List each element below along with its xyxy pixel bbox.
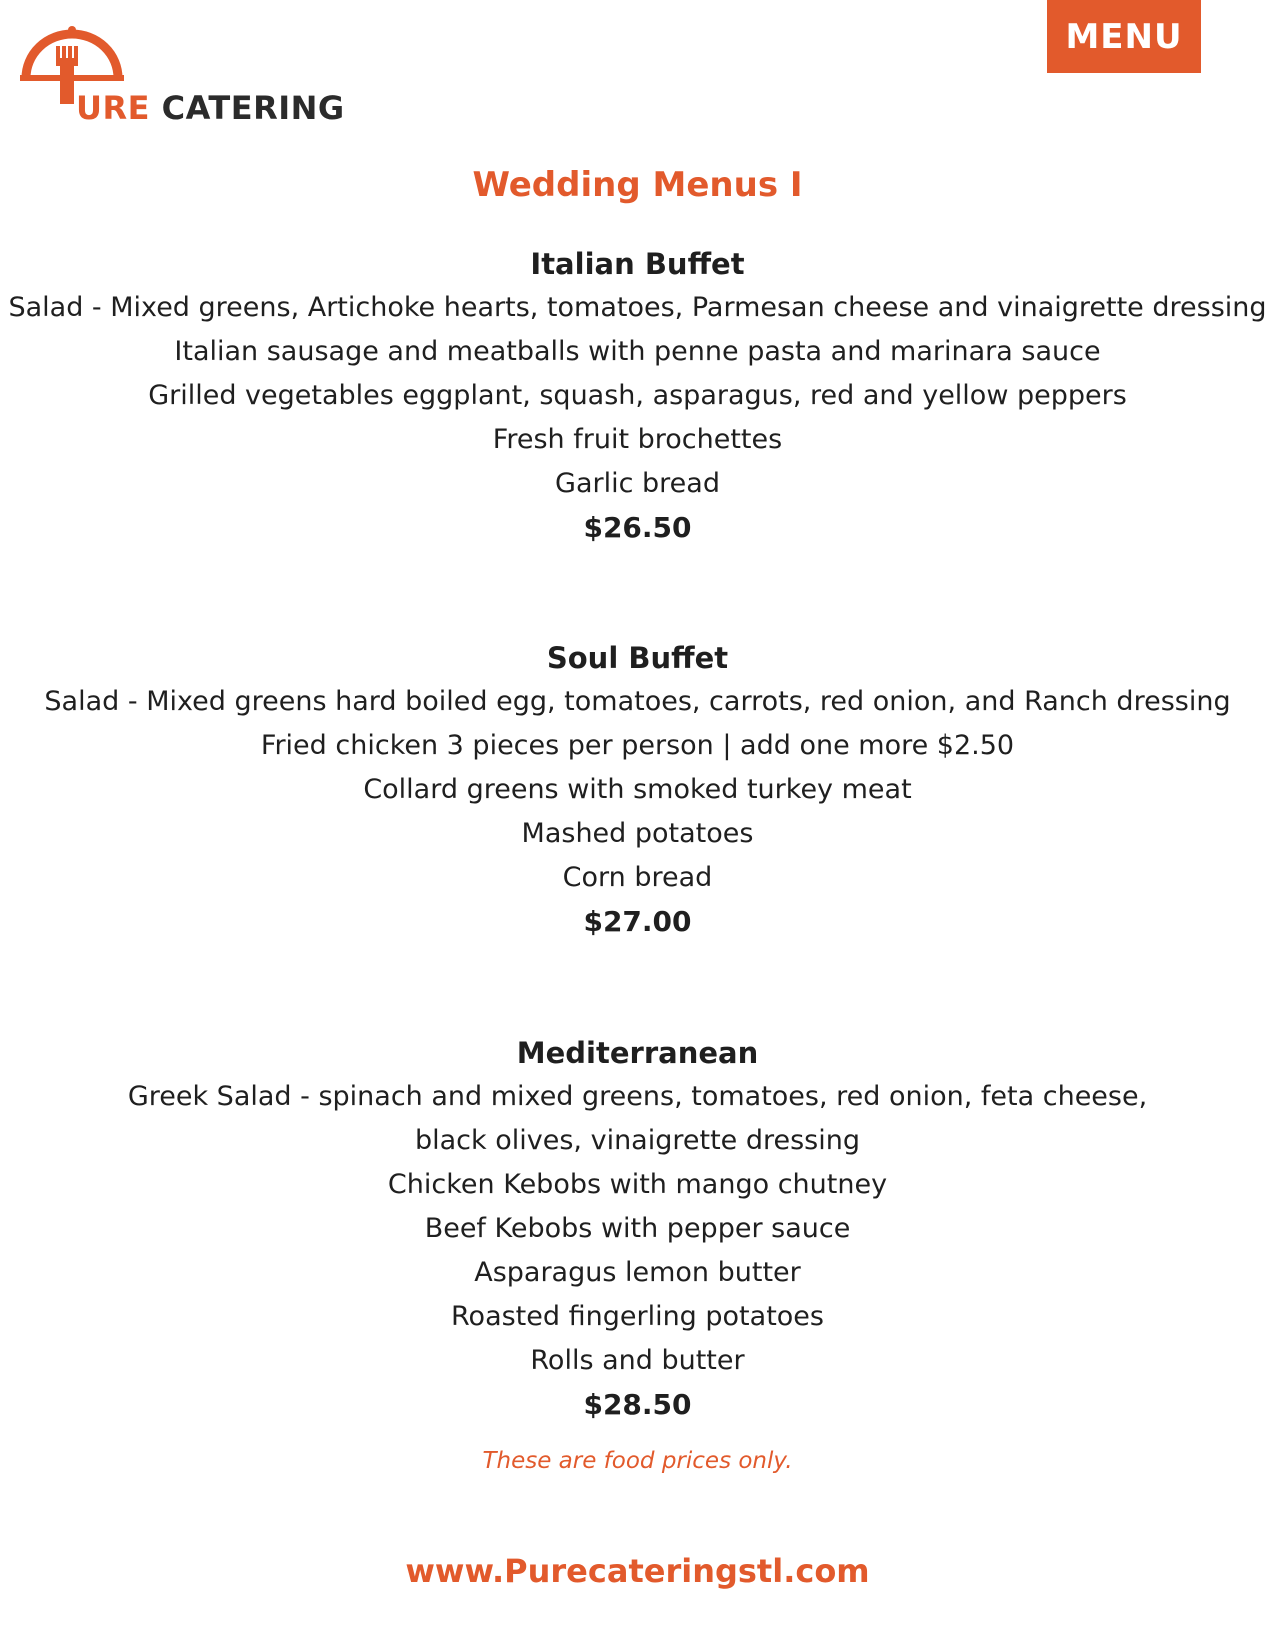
menu-item: Italian sausage and meatballs with penne pasta and marinara sauce xyxy=(174,336,1101,367)
section-price: $27.00 xyxy=(583,905,692,938)
menu-item: Salad - Mixed greens, Artichoke hearts, tomatoes, Parmesan cheese and vinaigrette dressing xyxy=(8,292,1267,323)
menu-section-mediterranean xyxy=(0,1031,1275,1427)
menu-item: Rolls and butter xyxy=(530,1345,745,1376)
brand-name: CATERING xyxy=(149,89,345,127)
brand-accent: URE xyxy=(76,89,150,127)
page-title: Wedding Menus I xyxy=(472,165,803,205)
menu-item: Fresh fruit brochettes xyxy=(492,424,783,455)
menu-item: Collard greens with smoked turkey meat xyxy=(363,774,912,805)
menu-item: Asparagus lemon butter xyxy=(474,1257,801,1288)
section-heading: Italian Buffet xyxy=(530,247,745,281)
menu-item: Grilled vegetables eggplant, squash, asparagus, red and yellow peppers xyxy=(148,380,1127,411)
price-note: These are food prices only. xyxy=(482,1448,793,1474)
brand-wordmark xyxy=(76,89,345,127)
menu-item: Roasted fingerling potatoes xyxy=(451,1301,824,1332)
menu-item: Corn bread xyxy=(562,862,713,893)
section-heading: Soul Buffet xyxy=(546,641,729,675)
menu-item: Beef Kebobs with pepper sauce xyxy=(424,1213,851,1244)
section-price: $26.50 xyxy=(583,511,692,544)
menu-item: Salad - Mixed greens hard boiled egg, tomatoes, carrots, red onion, and Ranch dressing xyxy=(44,686,1231,717)
menu-item: black olives, vinaigrette dressing xyxy=(415,1125,860,1156)
menu-section-italian xyxy=(0,242,1275,550)
website-link[interactable]: www.Purecateringstl.com xyxy=(405,1552,870,1590)
section-price: $28.50 xyxy=(583,1388,692,1421)
menu-item: Garlic bread xyxy=(555,468,720,499)
menu-item: Greek Salad - spinach and mixed greens, tomatoes, red onion, feta cheese, xyxy=(127,1081,1148,1112)
menu-section-soul xyxy=(0,636,1275,944)
menu-item: Chicken Kebobs with mango chutney xyxy=(387,1169,888,1200)
menu-tab: MENU xyxy=(1047,0,1201,73)
brand-logo xyxy=(20,16,345,127)
section-heading: Mediterranean xyxy=(516,1036,759,1070)
menu-item: Mashed potatoes xyxy=(521,818,754,849)
menu-item: Fried chicken 3 pieces per person | add one more $2.50 xyxy=(260,730,1015,761)
